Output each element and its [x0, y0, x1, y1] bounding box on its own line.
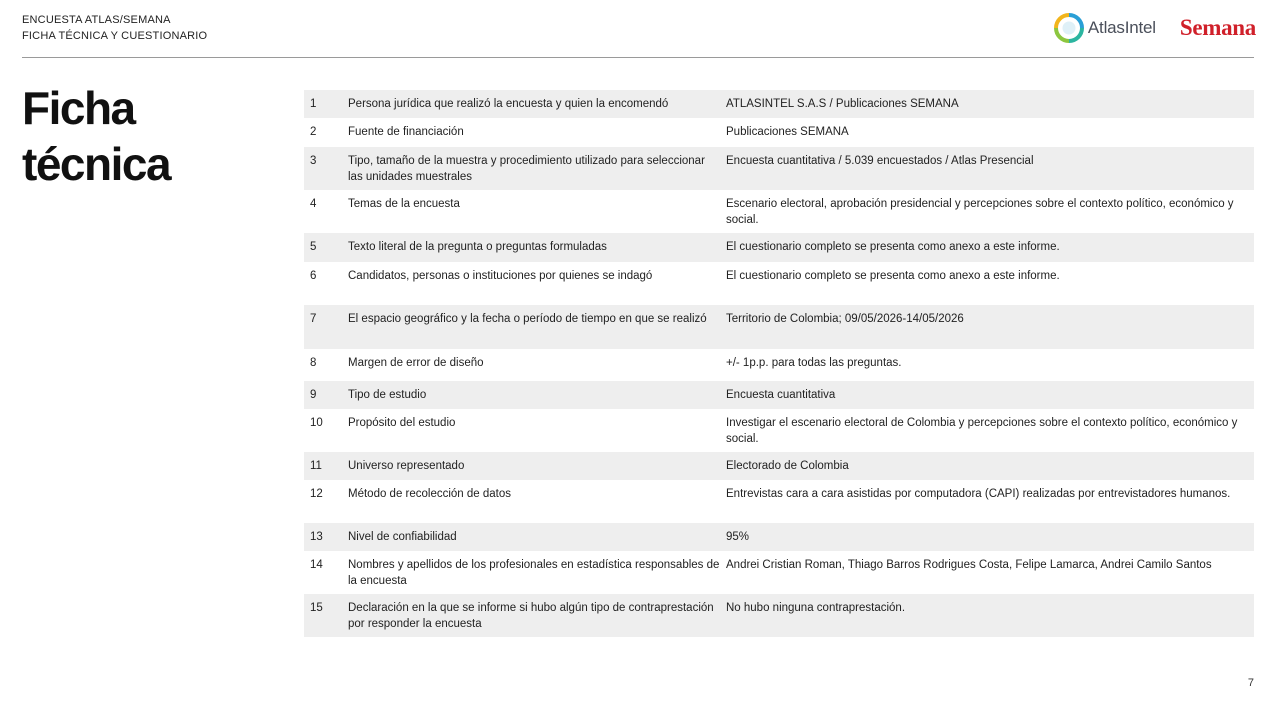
row-value: ATLASINTEL S.A.S / Publicaciones SEMANA: [726, 98, 959, 110]
page-title: [22, 80, 170, 192]
header-divider: [22, 57, 1254, 58]
table-row: [304, 480, 1254, 523]
row-value: Publicaciones SEMANA: [726, 126, 849, 138]
row-value: Investigar el escenario electoral de Colombia y percepciones sobre el contexto político, económico y social.: [726, 417, 1238, 445]
table-row: [304, 262, 1254, 305]
table-row: [304, 594, 1254, 637]
row-label: Tipo de estudio: [348, 389, 427, 401]
row-value: Encuesta cuantitativa: [726, 389, 836, 401]
semana-logo: Semana: [1179, 15, 1256, 40]
row-number: 2: [310, 126, 317, 138]
row-label: Universo representado: [348, 460, 465, 472]
row-number: 13: [310, 531, 323, 543]
row-value: No hubo ninguna contraprestación.: [726, 602, 906, 614]
table-row: [304, 90, 1254, 118]
table-row: [304, 147, 1254, 190]
page-title-line-2: técnica: [22, 138, 171, 190]
row-label: Declaración en la que se informe si hubo algún tipo de contraprestación por responder la encuesta: [348, 602, 714, 630]
table-row: [304, 118, 1254, 147]
atlasintel-logo-icon: [1054, 13, 1084, 43]
row-label: Tipo, tamaño de la muestra y procedimiento utilizado para seleccionar las unidades muestrales: [348, 155, 705, 183]
row-value: Encuesta cuantitativa / 5.039 encuestados / Atlas Presencial: [726, 155, 1034, 167]
row-label: El espacio geográfico y la fecha o período de tiempo en que se realizó: [348, 313, 707, 325]
row-value: 95%: [726, 531, 750, 543]
row-value: El cuestionario completo se presenta como anexo a este informe.: [726, 270, 1060, 282]
table-row: [304, 233, 1254, 262]
row-number: 3: [310, 155, 317, 167]
logos: [1054, 12, 1256, 44]
row-number: 8: [310, 357, 317, 369]
row-number: 12: [310, 488, 323, 500]
ficha-tecnica-table: [304, 90, 1254, 637]
page-title-line-1: Ficha: [22, 82, 135, 134]
row-label: Persona jurídica que realizó la encuesta y quien la encomendó: [348, 98, 669, 110]
header-line-1: ENCUESTA ATLAS/SEMANA: [22, 14, 171, 26]
header-text: [22, 13, 207, 44]
row-value: Andrei Cristian Roman, Thiago Barros Rodrigues Costa, Felipe Lamarca, Andrei Camilo Santos: [726, 559, 1212, 571]
table-row: [304, 349, 1254, 381]
row-number: 1: [310, 98, 317, 110]
row-value: El cuestionario completo se presenta como anexo a este informe.: [726, 241, 1060, 253]
row-number: 15: [310, 602, 323, 614]
table-row: [304, 452, 1254, 480]
row-number: 7: [310, 313, 317, 325]
row-label: Fuente de financiación: [348, 126, 464, 138]
row-label: Candidatos, personas o instituciones por quienes se indagó: [348, 270, 653, 282]
page-number: 7: [1247, 677, 1254, 689]
row-number: 11: [310, 460, 322, 472]
atlasintel-logo-text: AtlasIntel: [1087, 18, 1156, 37]
row-number: 9: [310, 389, 317, 401]
row-label: Nivel de confiabilidad: [348, 531, 457, 543]
row-number: 5: [310, 241, 317, 253]
row-value: Electorado de Colombia: [726, 460, 849, 472]
table-row: [304, 551, 1254, 594]
row-value: Escenario electoral, aprobación presidencial y percepciones sobre el contexto político, económico y social.: [726, 198, 1234, 226]
row-label: Texto literal de la pregunta o preguntas formuladas: [348, 241, 607, 253]
table-row: [304, 305, 1254, 349]
row-label: Margen de error de diseño: [348, 357, 484, 369]
row-number: 4: [310, 198, 317, 210]
table-row: [304, 381, 1254, 409]
row-number: 10: [310, 417, 323, 429]
table-row: [304, 409, 1254, 452]
header-line-2: FICHA TÉCNICA Y CUESTIONARIO: [22, 29, 208, 42]
row-label: Propósito del estudio: [348, 417, 456, 429]
row-value: Territorio de Colombia; 09/05/2026-14/05/2026: [726, 313, 964, 325]
atlasintel-logo: [1054, 13, 1156, 43]
row-number: 14: [310, 559, 323, 571]
row-label: Nombres y apellidos de los profesionales en estadística responsables de la encuesta: [348, 559, 720, 587]
row-value: Entrevistas cara a cara asistidas por computadora (CAPI) realizadas por entrevistadores humanos.: [726, 488, 1231, 500]
row-label: Temas de la encuesta: [348, 198, 460, 210]
table-row: [304, 190, 1254, 233]
row-number: 6: [310, 270, 317, 282]
row-value: +/- 1p.p. para todas las preguntas.: [726, 357, 902, 369]
table-row: [304, 523, 1254, 551]
row-label: Método de recolección de datos: [348, 488, 512, 500]
